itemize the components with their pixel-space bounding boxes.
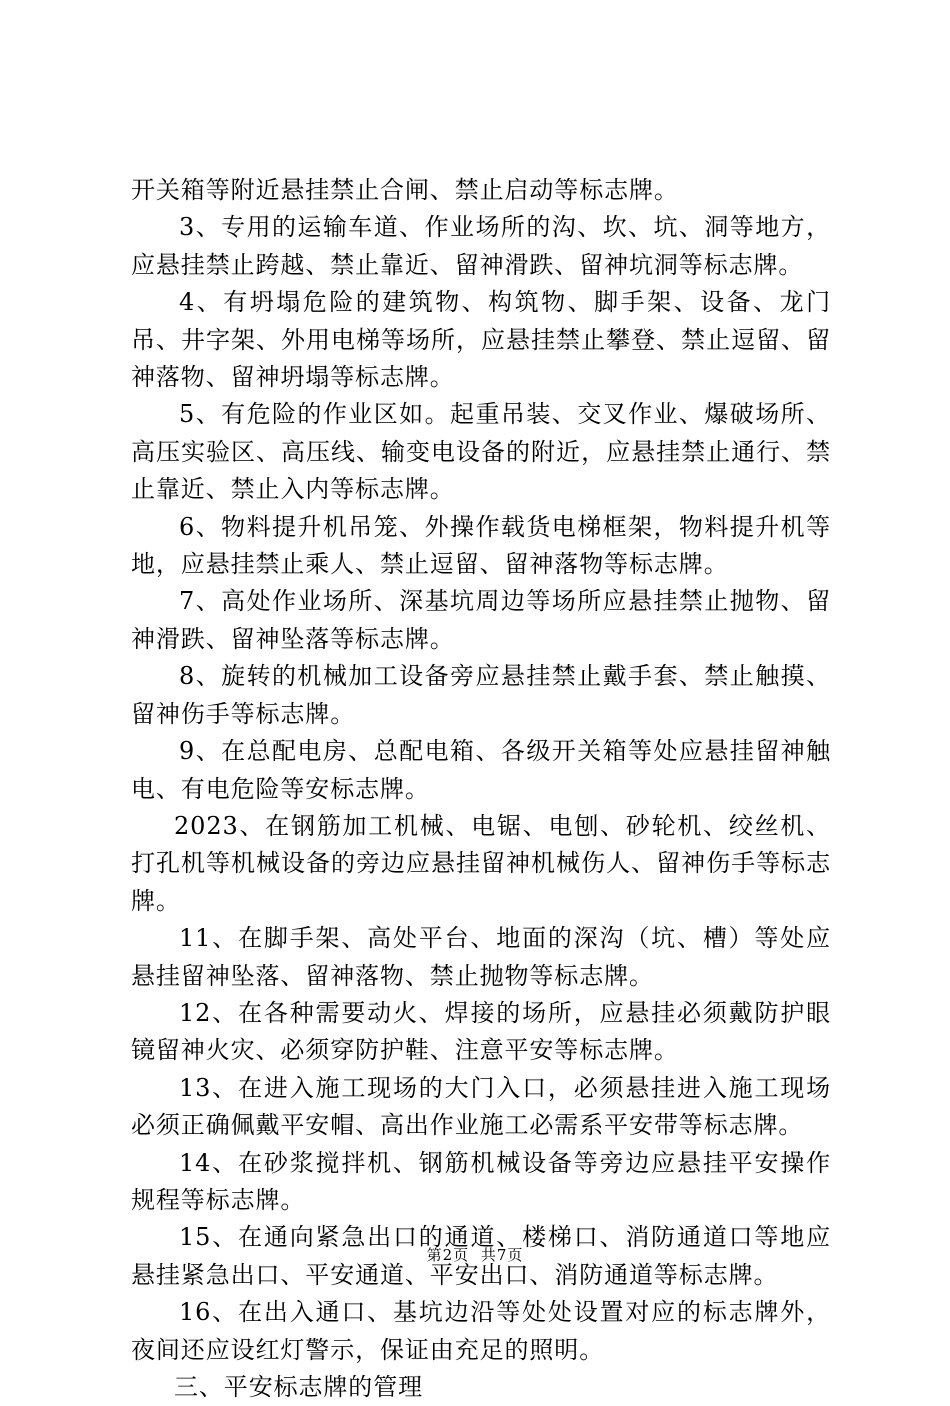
page-number: 第2页	[426, 1246, 470, 1264]
paragraph-item-15: 15、在通向紧急出口的通道、楼梯口、消防通道口等地应悬挂紧急出口、平安通道、平安出口、消防通道等标志牌。	[131, 1223, 831, 1289]
paragraph-item-8: 8、旋转的机械加工设备旁应悬挂禁止戴手套、禁止触摸、留神伤手等标志牌。	[131, 662, 831, 728]
paragraph-item-10: 2023、在钢筋加工机械、电锯、电刨、砂轮机、绞丝机、打孔机等机械设备的旁边应悬挂留神机械伤人、留神伤手等标志牌。	[131, 811, 831, 915]
page-footer	[0, 1244, 950, 1265]
document-body	[131, 172, 831, 1406]
paragraph-item-6: 6、物料提升机吊笼、外操作载货电梯框架，物料提升机等地，应悬挂禁止乘人、禁止逗留、留神落物等标志牌。	[131, 512, 831, 579]
paragraph-continuation: 开关箱等附近悬挂禁止合闸、禁止启动等标志牌。	[131, 176, 679, 204]
paragraph-item-11: 11、在脚手架、高处平台、地面的深沟（坑、槽）等处应悬挂留神坠落、留神落物、禁止抛物等标志牌。	[131, 924, 831, 990]
paragraph-item-7: 7、高处作业场所、深基坑周边等场所应悬挂禁止抛物、留神滑跌、留神坠落等标志牌。	[131, 587, 831, 653]
paragraph-item-4: 4、有坍塌危险的建筑物、构筑物、脚手架、设备、龙门吊、井字架、外用电梯等场所，应悬挂禁止攀登、禁止逗留、留神落物、留神坍塌等标志牌。	[131, 288, 831, 392]
paragraph-item-3: 3、专用的运输车道、作业场所的沟、坎、坑、洞等地方，应悬挂禁止跨越、禁止靠近、留神滑跌、留神坑洞等标志牌。	[131, 213, 831, 279]
paragraph-item-14: 14、在砂浆搅拌机、钢筋机械设备等旁边应悬挂平安操作规程等标志牌。	[131, 1148, 831, 1214]
paragraph-item-9: 9、在总配电房、总配电箱、各级开关箱等处应悬挂留神触电、有电危险等安标志牌。	[131, 737, 831, 803]
paragraph-item-16: 16、在出入通口、基坑边沿等处处设置对应的标志牌外，夜间还应设红灯警示，保证由充足的照明。	[131, 1298, 831, 1364]
paragraph-item-13: 13、在进入施工现场的大门入口，必须悬挂进入施工现场必须正确佩戴平安帽、高出作业施工必需系平安带等标志牌。	[131, 1073, 831, 1140]
section-heading: 三、平安标志牌的管理	[174, 1373, 423, 1401]
paragraph-item-5: 5、有危险的作业区如。起重吊装、交叉作业、爆破场所、高压实验区、高压线、输变电设备的附近，应悬挂禁止通行、禁止靠近、禁止入内等标志牌。	[131, 400, 831, 504]
paragraph-item-12: 12、在各种需要动火、焊接的场所，应悬挂必须戴防护眼镜留神火灾、必须穿防护鞋、注意平安等标志牌。	[131, 998, 831, 1065]
page-total: 共7页	[480, 1246, 524, 1264]
